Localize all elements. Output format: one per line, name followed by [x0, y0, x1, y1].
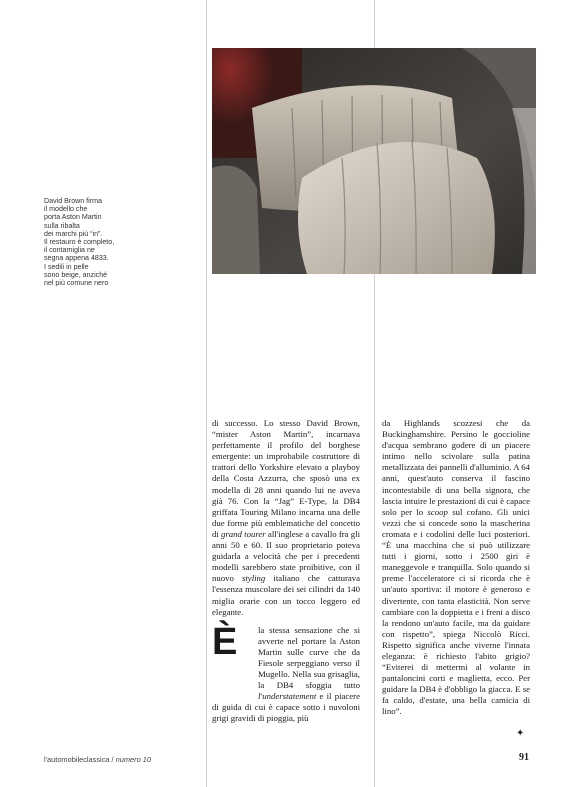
issue-number: numero 10: [115, 755, 152, 764]
car-interior-seats-photo: [212, 48, 536, 274]
paragraph: la stessa sensazione che si avverte nel portare la Aston Martin sulle curve che da Fiesole serpeggiano verso il Mugello. Nella sua grisaglia, la DB4 sfoggia tutto l'understatement e il piacere di guida di cui è capace sotto i nuvoloni grigi gravidi di pioggia, più: [212, 624, 360, 724]
column-rule-1: [206, 0, 207, 787]
end-mark-icon: ✦: [516, 728, 525, 739]
photo-caption: David Brown firma il modello che porta Aston Martin sulla ribalta dei marchi più “in”. Il restauro è completo, il contamiglia ne segna appena 4833. I sedili in pelle sono beige, anziché nel più comune nero: [44, 197, 115, 288]
article-column-1: [212, 418, 360, 725]
dropcap-paragraph: [212, 620, 360, 725]
magazine-name: l'automobileclassica: [44, 755, 110, 764]
page-footer: l'automobileclassica / numero 10: [44, 755, 152, 764]
article-column-2: [382, 418, 530, 718]
paragraph: di successo. Lo stesso David Brown, “mister Aston Martin”, incarnava perfettamente il profilo del borghese emergente: un improbabile costruttore di trattori dello Yorkshire elevato a playboy della Costa Azzurra, che sposò una ex modella di 28 anni quando lui ne aveva già 76. Con la “Jag” E-Type, la DB4 griffata Touring Milano incarna una delle due forme più emblematiche del concetto di grand tourer all'inglese a cavallo fra gli anni 50 e 60. Il suo proprietario poteva guidarla a velocità che per i precedenti modelli sarebbero state proibitive, con il nuovo styling italiano che catturava l'essenza muscolare dei sei cilindri da 140 miglia orarie con un tocco leggero ed elegante.: [212, 418, 361, 617]
page-number: 91: [519, 752, 529, 763]
paragraph: da Highlands scozzesi che da Buckinghamshire. Persino le goccioline d'acqua sembrano godere di un piacere intimo nello scivolare sulla patina metallizzata dei pannelli d'alluminio. A 64 anni, quest'auto conserva il fascino incontestabile di una bella signora, che lascia intuire le prestazioni di cui è capace solo per lo scoop sul cofano. Gli unici vezzi che si concede sono la mascherina cromata e i codolini delle luci posteriori. “È una macchina che si può utilizzare tutti i giorni, sotto i 2500 giri è maneggevole e tranquilla. Solo quando si preme l'acceleratore ci si ricorda che è un'auto sportiva: il motore è generoso e divertente, con tanta elasticità. Non serve cambiare con la doppietta e i freni a disco la rendono un'auto facile, ma da guidare con rispetto”, spiega Niccolò Ricci. Rispetto significa anche viverne l'innata eleganza: è richiesto l'abito grigio? “Eviterei di mettermi al volante in pantaloncini corti e maglietta, ecco. Per guidare la DB4 è d'obbligo la giacca. E se fa caldo, d'estate, una bella camicia di lino”.: [382, 418, 530, 717]
dropcap-letter: È: [212, 620, 238, 663]
